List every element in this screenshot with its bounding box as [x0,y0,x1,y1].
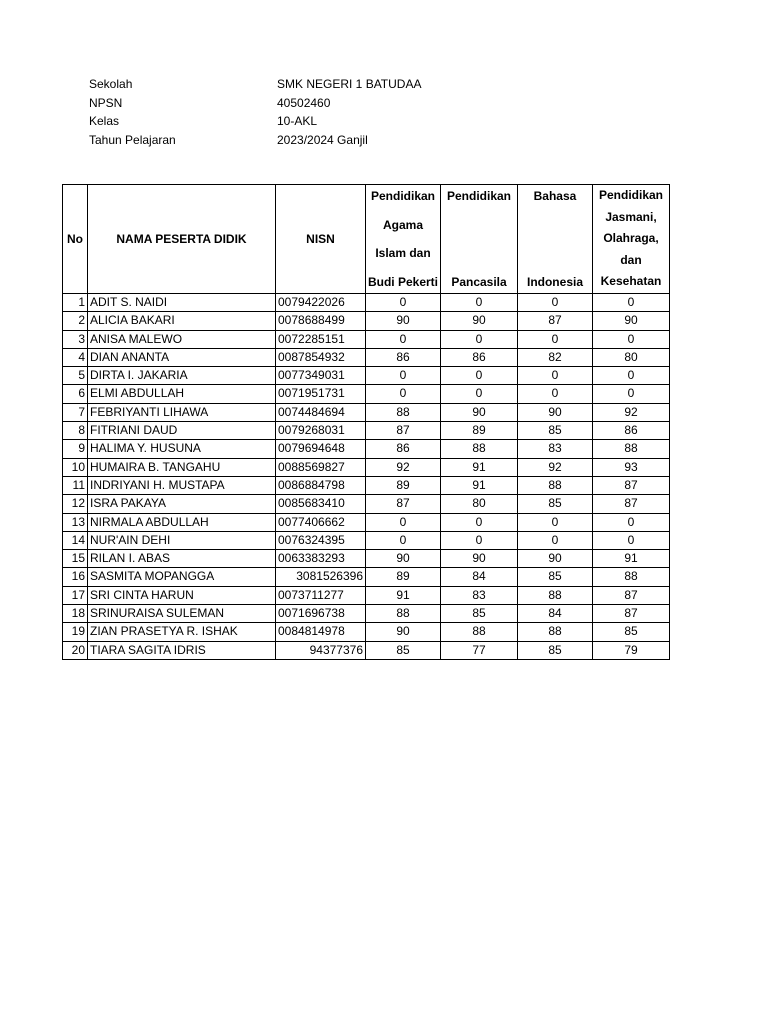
cell-student-name: SASMITA MOPANGGA [88,568,276,586]
cell-student-name: ELMI ABDULLAH [88,385,276,403]
cell-score-jasmani: 79 [593,641,670,659]
table-row [63,495,670,513]
cell-score-bahasa: 88 [518,586,593,604]
cell-score-pancasila: 89 [441,422,518,440]
cell-nisn: 0072285151 [276,330,366,348]
cell-no: 14 [63,531,88,549]
cell-nisn: 0076324395 [276,531,366,549]
cell-nisn: 0063383293 [276,550,366,568]
npsn-label: NPSN [89,95,123,110]
cell-score-jasmani: 87 [593,586,670,604]
cell-score-pancasila: 0 [441,330,518,348]
cell-score-bahasa: 88 [518,623,593,641]
table-row [63,641,670,659]
cell-score-bahasa: 85 [518,568,593,586]
cell-score-bahasa: 90 [518,403,593,421]
cell-score-agama: 91 [366,586,441,604]
cell-score-jasmani: 0 [593,330,670,348]
cell-score-agama: 90 [366,550,441,568]
cell-student-name: NIRMALA ABDULLAH [88,513,276,531]
header-bahasa [518,185,593,294]
cell-no: 15 [63,550,88,568]
cell-no: 19 [63,623,88,641]
cell-score-jasmani: 90 [593,312,670,330]
cell-no: 10 [63,458,88,476]
cell-nisn: 0084814978 [276,623,366,641]
cell-score-pancasila: 90 [441,312,518,330]
cell-score-pancasila: 0 [441,531,518,549]
cell-student-name: INDRIYANI H. MUSTAPA [88,476,276,494]
table-row [63,385,670,403]
cell-score-bahasa: 83 [518,440,593,458]
cell-score-jasmani: 0 [593,531,670,549]
cell-student-name: RILAN I. ABAS [88,550,276,568]
table-row [63,605,670,623]
cell-nisn: 0087854932 [276,348,366,366]
cell-nisn: 0079268031 [276,422,366,440]
cell-score-jasmani: 92 [593,403,670,421]
cell-score-pancasila: 83 [441,586,518,604]
cell-score-pancasila: 90 [441,403,518,421]
cell-nisn: 94377376 [276,641,366,659]
cell-student-name: SRINURAISA SULEMAN [88,605,276,623]
cell-score-jasmani: 91 [593,550,670,568]
cell-score-pancasila: 84 [441,568,518,586]
grades-body [63,294,670,660]
cell-score-agama: 88 [366,605,441,623]
cell-score-bahasa: 0 [518,531,593,549]
cell-score-pancasila: 0 [441,294,518,312]
info-row-npsn [89,94,421,113]
cell-score-jasmani: 0 [593,294,670,312]
cell-score-agama: 0 [366,330,441,348]
cell-score-agama: 0 [366,513,441,531]
cell-score-agama: 86 [366,440,441,458]
school-value: SMK NEGERI 1 BATUDAA [277,77,422,91]
cell-no: 17 [63,586,88,604]
header-nisn-label: NISN [306,232,335,246]
header-bahasa-line: Bahasa [533,189,577,203]
cell-score-jasmani: 86 [593,422,670,440]
header-agama-line: Pendidikan [370,189,435,203]
cell-score-bahasa: 0 [518,294,593,312]
cell-score-bahasa: 0 [518,385,593,403]
cell-nisn: 0074484694 [276,403,366,421]
header-jasmani-line: Kesehatan [600,274,662,289]
cell-student-name: ISRA PAKAYA [88,495,276,513]
cell-score-bahasa: 85 [518,422,593,440]
cell-score-jasmani: 87 [593,495,670,513]
table-row [63,531,670,549]
cell-nisn: 3081526396 [276,568,366,586]
header-pancasila-line: Pancasila [451,275,507,289]
cell-student-name: NUR'AIN DEHI [88,531,276,549]
cell-score-agama: 90 [366,623,441,641]
table-row [63,348,670,366]
header-jasmani-line: dan [620,252,642,267]
cell-student-name: TIARA SAGITA IDRIS [88,641,276,659]
cell-score-pancasila: 0 [441,367,518,385]
table-row [63,458,670,476]
cell-no: 8 [63,422,88,440]
header-row [63,185,670,294]
header-pancasila-line: Pendidikan [446,189,511,203]
cell-score-bahasa: 85 [518,641,593,659]
cell-nisn: 0071696738 [276,605,366,623]
cell-score-bahasa: 88 [518,476,593,494]
table-row [63,476,670,494]
cell-score-agama: 90 [366,312,441,330]
cell-score-bahasa: 92 [518,458,593,476]
cell-no: 6 [63,385,88,403]
cell-score-jasmani: 0 [593,385,670,403]
cell-student-name: ALICIA BAKARI [88,312,276,330]
cell-student-name: FEBRIYANTI LIHAWA [88,403,276,421]
cell-score-agama: 0 [366,367,441,385]
cell-student-name: DIRTA I. JAKARIA [88,367,276,385]
cell-nisn: 0071951731 [276,385,366,403]
cell-score-agama: 92 [366,458,441,476]
cell-student-name: DIAN ANANTA [88,348,276,366]
cell-no: 3 [63,330,88,348]
cell-score-jasmani: 85 [593,623,670,641]
cell-score-agama: 88 [366,403,441,421]
table-row [63,586,670,604]
header-agama-line: Islam dan [375,246,431,261]
cell-score-agama: 87 [366,422,441,440]
year-value: 2023/2024 Ganjil [277,132,368,147]
cell-score-bahasa: 0 [518,367,593,385]
header-no [63,185,88,294]
cell-score-jasmani: 0 [593,513,670,531]
info-row-class [89,112,421,131]
cell-score-pancasila: 91 [441,458,518,476]
cell-score-agama: 0 [366,385,441,403]
cell-student-name: ADIT S. NAIDI [88,294,276,312]
cell-score-pancasila: 86 [441,348,518,366]
cell-no: 20 [63,641,88,659]
cell-student-name: FITRIANI DAUD [88,422,276,440]
cell-student-name: SRI CINTA HARUN [88,586,276,604]
cell-nisn: 0077349031 [276,367,366,385]
cell-score-jasmani: 87 [593,476,670,494]
year-label: Tahun Pelajaran [89,132,176,147]
cell-score-bahasa: 90 [518,550,593,568]
cell-nisn: 0078688499 [276,312,366,330]
cell-score-pancasila: 85 [441,605,518,623]
header-jasmani-line: Pendidikan [598,188,663,202]
cell-student-name: HUMAIRA B. TANGAHU [88,458,276,476]
table-row [63,403,670,421]
cell-score-pancasila: 77 [441,641,518,659]
table-row [63,568,670,586]
cell-nisn: 0079694648 [276,440,366,458]
grades-table [62,184,670,660]
table-row [63,367,670,385]
cell-score-pancasila: 80 [441,495,518,513]
cell-score-pancasila: 88 [441,440,518,458]
cell-no: 12 [63,495,88,513]
header-agama-line: Agama [382,217,423,232]
header-pancasila [441,185,518,294]
cell-score-jasmani: 80 [593,348,670,366]
cell-no: 1 [63,294,88,312]
header-nisn [276,185,366,294]
cell-score-jasmani: 87 [593,605,670,623]
cell-no: 5 [63,367,88,385]
cell-nisn: 0079422026 [276,294,366,312]
cell-score-pancasila: 0 [441,513,518,531]
cell-score-jasmani: 93 [593,458,670,476]
cell-score-agama: 87 [366,495,441,513]
header-agama-line: Budi Pekerti [367,274,439,289]
cell-score-jasmani: 88 [593,440,670,458]
cell-no: 11 [63,476,88,494]
cell-no: 16 [63,568,88,586]
class-label: Kelas [89,114,120,128]
cell-score-agama: 85 [366,641,441,659]
info-row-year [89,131,421,150]
table-row [63,422,670,440]
cell-no: 9 [63,440,88,458]
info-row-school [89,75,421,94]
cell-score-jasmani: 0 [593,367,670,385]
cell-no: 18 [63,605,88,623]
cell-nisn: 0086884798 [276,476,366,494]
table-row [63,513,670,531]
cell-score-bahasa: 82 [518,348,593,366]
header-name [88,185,276,294]
cell-no: 2 [63,312,88,330]
table-row [63,440,670,458]
cell-nisn: 0073711277 [276,586,366,604]
cell-score-pancasila: 90 [441,550,518,568]
cell-score-agama: 86 [366,348,441,366]
cell-score-pancasila: 0 [441,385,518,403]
cell-nisn: 0088569827 [276,458,366,476]
school-info-block [89,75,421,149]
table-row [63,550,670,568]
cell-score-bahasa: 0 [518,513,593,531]
cell-score-agama: 0 [366,531,441,549]
class-value: 10-AKL [277,114,318,128]
cell-score-bahasa: 85 [518,495,593,513]
header-jasmani-line: Jasmani, [605,209,657,224]
cell-no: 4 [63,348,88,366]
header-bahasa-line: Indonesia [526,275,583,289]
cell-no: 7 [63,403,88,421]
cell-score-bahasa: 84 [518,605,593,623]
npsn-value: 40502460 [277,95,331,110]
cell-score-bahasa: 0 [518,330,593,348]
cell-student-name: ZIAN PRASETYA R. ISHAK [88,623,276,641]
cell-score-agama: 89 [366,476,441,494]
cell-score-pancasila: 91 [441,476,518,494]
cell-nisn: 0085683410 [276,495,366,513]
table-row [63,312,670,330]
cell-score-pancasila: 88 [441,623,518,641]
cell-score-agama: 89 [366,568,441,586]
cell-score-bahasa: 87 [518,312,593,330]
table-row [63,294,670,312]
cell-no: 13 [63,513,88,531]
header-jasmani [593,185,670,294]
header-name-label: NAMA PESERTA DIDIK [116,232,247,246]
header-jasmani-line: Olahraga, [603,231,659,246]
header-no-label: No [67,232,83,246]
cell-score-agama: 0 [366,294,441,312]
table-row [63,623,670,641]
school-label: Sekolah [89,77,133,91]
cell-nisn: 0077406662 [276,513,366,531]
cell-student-name: ANISA MALEWO [88,330,276,348]
cell-student-name: HALIMA Y. HUSUNA [88,440,276,458]
header-agama [366,185,441,294]
table-row [63,330,670,348]
cell-score-jasmani: 88 [593,568,670,586]
